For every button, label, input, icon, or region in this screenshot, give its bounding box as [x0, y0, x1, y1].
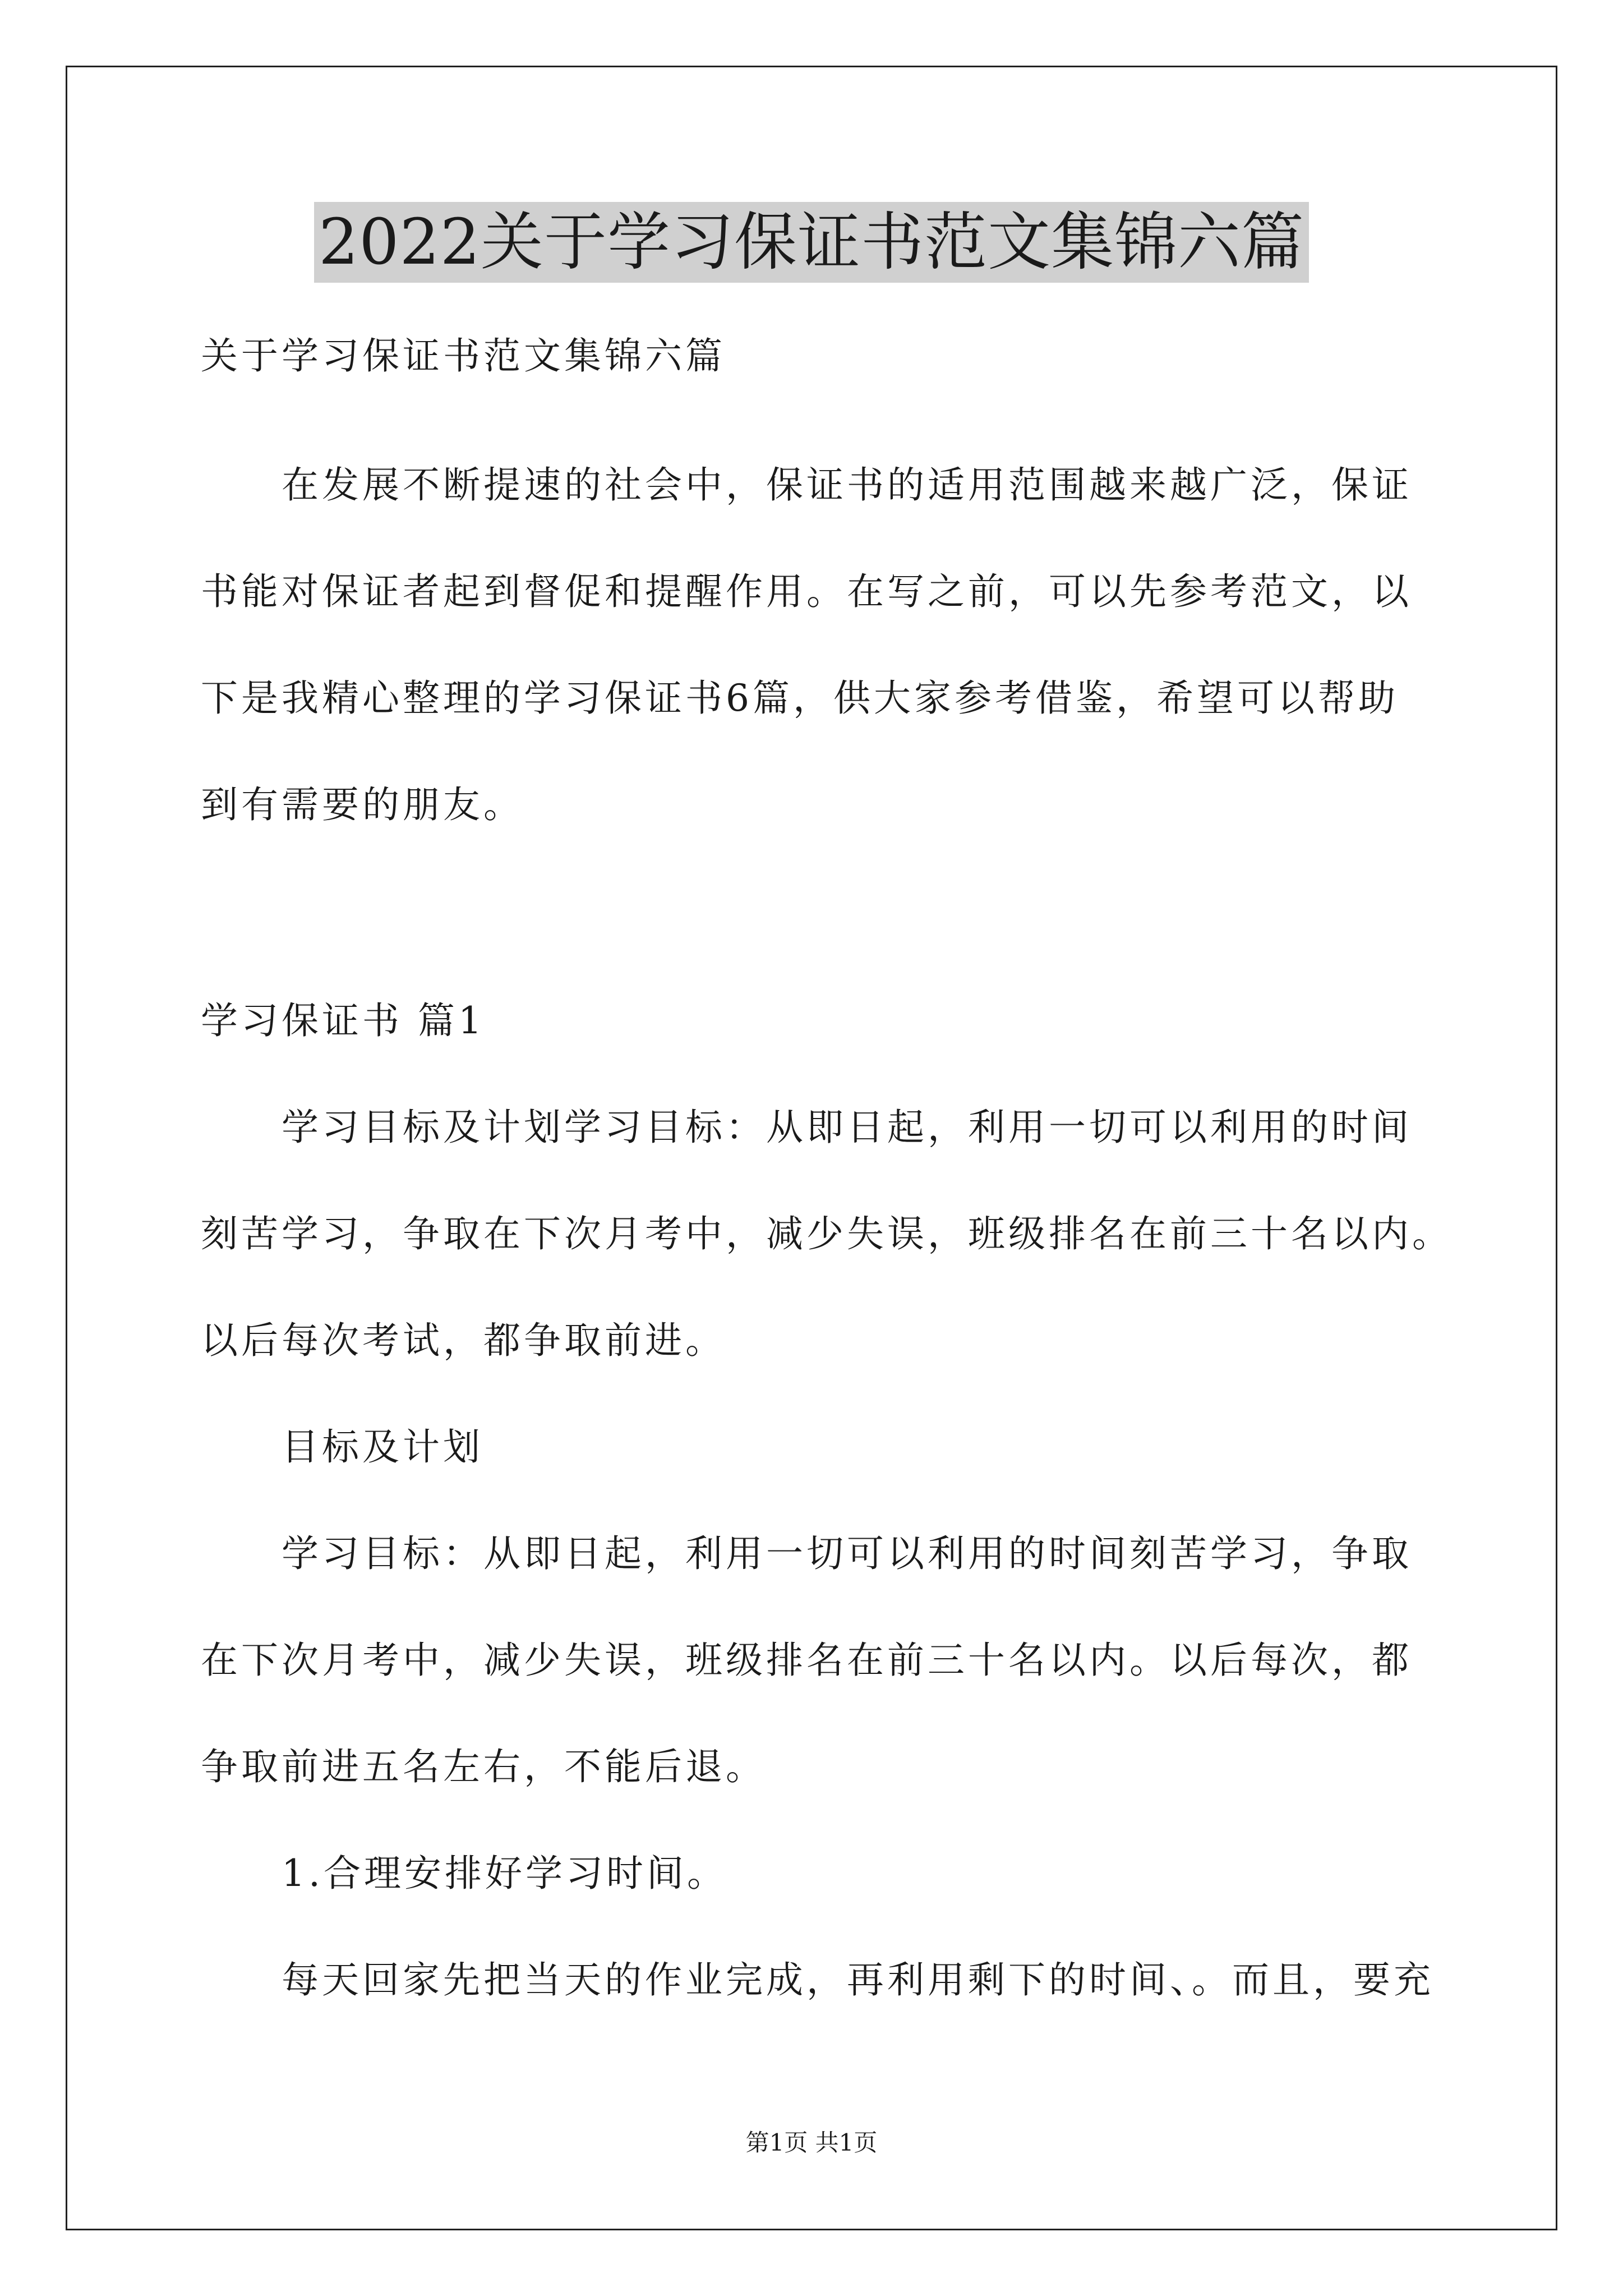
document-title: 2022关于学习保证书范文集锦六篇 — [314, 202, 1309, 283]
paragraph-line: 学习目标及计划学习目标：从即日起，利用一切可以利用的时间 — [282, 1106, 1412, 1149]
section-heading: 学习保证书 篇1 — [201, 999, 485, 1042]
page-footer: 第1页 共1页 — [745, 2129, 878, 2156]
paragraph-line: 刻苦学习，争取在下次月考中，减少失误，班级排名在前三十名以内。 — [201, 1212, 1453, 1255]
title-container — [0, 202, 1623, 283]
paragraph-line: 在发展不断提速的社会中，保证书的适用范围越来越广泛，保证 — [282, 463, 1412, 507]
subheading-line: 目标及计划 — [282, 1425, 483, 1469]
paragraph-line: 每天回家先把当天的作业完成，再利用剩下的时间、。而且，要充 — [282, 1958, 1434, 2001]
paragraph-line: 在下次月考中，减少失误，班级排名在前三十名以内。以后每次，都 — [201, 1639, 1412, 1682]
paragraph-line: 以后每次考试，都争取前进。 — [201, 1319, 726, 1362]
paragraph-line: 下是我精心整理的学习保证书6篇，供大家参考借鉴，希望可以帮助 — [201, 677, 1399, 720]
paragraph-line: 书能对保证者起到督促和提醒作用。在写之前，可以先参考范文，以 — [201, 570, 1412, 613]
paragraph-line: 到有需要的朋友。 — [201, 783, 524, 826]
subtitle-line: 关于学习保证书范文集锦六篇 — [201, 334, 726, 378]
paragraph-line: 争取前进五名左右，不能后退。 — [201, 1745, 766, 1788]
paragraph-line: 学习目标：从即日起，利用一切可以利用的时间刻苦学习，争取 — [282, 1532, 1412, 1575]
list-item: 1.合理安排好学习时间。 — [282, 1852, 727, 1895]
